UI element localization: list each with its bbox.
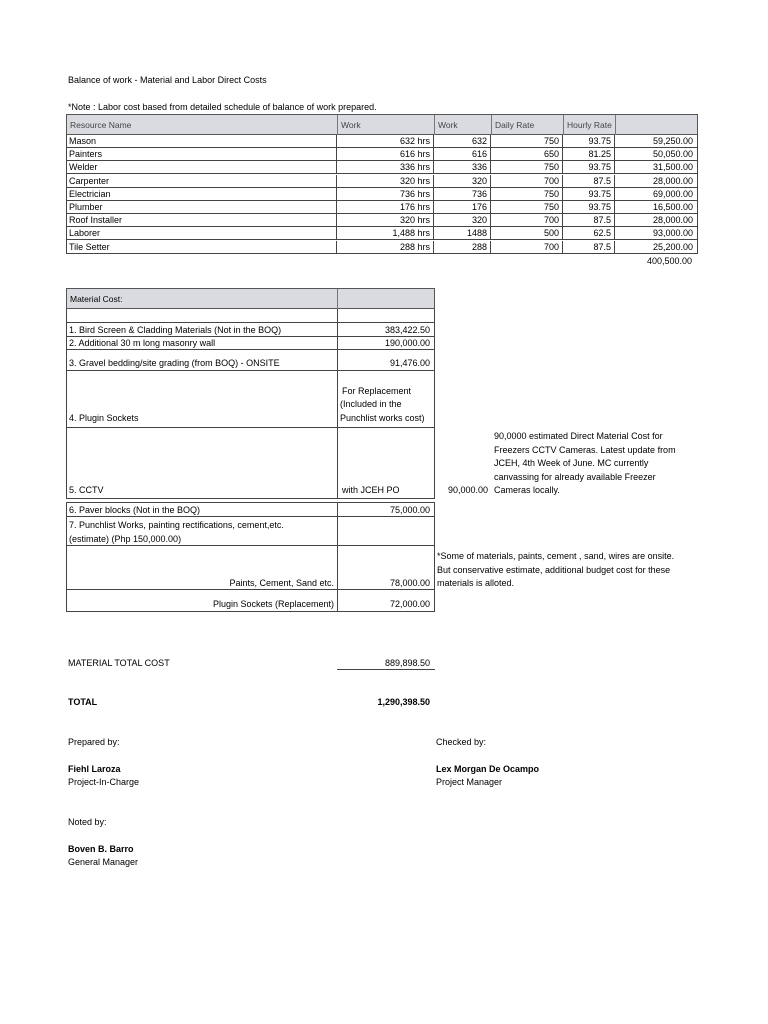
checked-by-name: Lex Morgan De Ocampo — [436, 764, 540, 774]
material-item-4-value-line2: (Included in the — [340, 399, 402, 409]
labor-cell-work-hrs: 1,488 hrs — [337, 227, 434, 239]
grand-total-label: TOTAL — [68, 697, 98, 707]
labor-row — [66, 201, 698, 214]
labor-cell-total: 59,250.00 — [652, 136, 693, 146]
labor-cell-name: Plumber — [66, 201, 337, 213]
header-hourly-rate: Hourly Rate — [564, 115, 616, 135]
cctv-note-line3: JCEH, 4th Week of June. MC currently — [494, 458, 649, 468]
material-item-6-label: 6. Paver blocks (Not in the BOQ) — [69, 505, 201, 515]
material-grid-line — [66, 322, 435, 323]
material-grid-line — [66, 427, 67, 499]
labor-cell-work: 320 — [434, 175, 491, 187]
labor-cell-name: Roof Installer — [66, 214, 337, 226]
material-item-4-value-line3: Punchlist works cost) — [340, 413, 425, 423]
labor-cell-total: 16,500.00 — [652, 202, 693, 212]
labor-row — [66, 161, 698, 174]
material-item-4-value-line1: For Replacement — [342, 386, 412, 396]
labor-cell-hourly: 81.25 — [563, 148, 615, 160]
labor-cell-work: 176 — [434, 201, 491, 213]
labor-cell-daily: 500 — [491, 227, 563, 239]
checked-by-title: Project Manager — [436, 777, 503, 787]
material-grid-line — [434, 354, 435, 428]
labor-cell-hourly: 87.5 — [563, 241, 615, 253]
labor-cell-hourly: 87.5 — [563, 175, 615, 187]
material-item-5-label: 5. CCTV — [69, 485, 104, 495]
material-item-3-label: 3. Gravel bedding/site grading (from BOQ) - ONSITE — [69, 358, 280, 368]
material-grid-line — [66, 354, 67, 428]
labor-cell-work: 736 — [434, 188, 491, 200]
material-item-2-value: 190,000.00 — [384, 338, 430, 348]
labor-cell-hourly: 62.5 — [563, 227, 615, 239]
material-grid-line — [337, 309, 338, 354]
material-grid-line — [66, 309, 67, 354]
material-grid-line — [337, 427, 338, 499]
material-item-7-label-line1: 7. Punchlist Works, painting rectifications, cement,etc. — [69, 520, 284, 530]
material-item-2-label: 2. Additional 30 m long masonry wall — [69, 338, 216, 348]
labor-cell-total: 50,050.00 — [652, 149, 693, 160]
labor-cell-name: Electrician — [66, 188, 337, 200]
material-item-3-value: 91,476.00 — [389, 358, 430, 368]
labor-row — [66, 188, 698, 201]
labor-table-header — [66, 114, 698, 135]
material-grid-line — [434, 427, 435, 499]
labor-cell-hourly: 93.75 — [563, 135, 615, 147]
material-total-label: MATERIAL TOTAL COST — [68, 658, 170, 668]
labor-cell-work-hrs: 632 hrs — [337, 135, 434, 147]
header-work: Work — [435, 115, 492, 135]
material-item-5-amount: 90,000.00 — [447, 485, 488, 495]
labor-cell-total: 69,000.00 — [652, 188, 693, 199]
labor-row — [66, 135, 698, 148]
material-grid-line — [66, 545, 435, 546]
cctv-note-line2: Freezers CCTV Cameras. Latest update from — [494, 445, 676, 455]
labor-cell-work-hrs: 320 hrs — [337, 214, 434, 226]
material-item-5-value: with JCEH PO — [342, 485, 400, 495]
material-total-value: 889,898.50 — [384, 658, 430, 668]
material-grid-line — [66, 516, 435, 517]
material-grid-line — [66, 349, 435, 350]
punchlist-note-line3: materials is alloted. — [437, 578, 515, 588]
material-item-7-label-line2: (estimate) (Php 150,000.00) — [69, 534, 182, 544]
labor-cell-hourly: 93.75 — [563, 188, 615, 200]
labor-cell-work: 616 — [434, 148, 491, 160]
material-sub-1-label: Paints, Cement, Sand etc. — [229, 578, 334, 588]
material-table-header — [66, 288, 435, 309]
noted-by-name: Boven B. Barro — [68, 844, 134, 854]
labor-cell-name: Welder — [66, 161, 337, 173]
material-grid-line — [337, 590, 338, 611]
labor-cell-hourly: 87.5 — [563, 214, 615, 226]
labor-row — [66, 241, 698, 254]
labor-cell-work-hrs: 616 hrs — [337, 148, 434, 160]
labor-cell-name: Carpenter — [66, 175, 337, 187]
noted-by-label: Noted by: — [68, 817, 107, 827]
labor-row — [66, 175, 698, 188]
material-grid-line — [66, 502, 435, 503]
labor-cell-daily: 750 — [491, 161, 563, 173]
noted-by-title: General Manager — [68, 857, 139, 867]
material-total-underline — [337, 669, 435, 670]
labor-cell-work-hrs: 736 hrs — [337, 188, 434, 200]
punchlist-note-line1: *Some of materials, paints, cement , sand, wires are onsite. — [437, 551, 675, 561]
material-grid-line — [337, 354, 338, 428]
labor-cell-hourly: 93.75 — [563, 161, 615, 173]
labor-cell-total: 25,200.00 — [652, 241, 693, 252]
labor-cell-daily: 750 — [491, 135, 563, 147]
material-item-1-value: 383,422.50 — [384, 325, 430, 335]
material-item-6-value: 75,000.00 — [389, 505, 430, 515]
material-sub-1-value: 78,000.00 — [389, 578, 430, 588]
labor-cell-daily: 700 — [491, 241, 563, 253]
labor-cell-total: 93,000.00 — [652, 228, 693, 239]
labor-note: *Note : Labor cost based from detailed schedule of balance of work prepared. — [68, 102, 377, 112]
labor-cell-work: 288 — [434, 241, 491, 253]
labor-row — [66, 214, 698, 227]
material-grid-line — [66, 427, 435, 428]
labor-cell-daily: 700 — [491, 214, 563, 226]
material-grid-line — [66, 370, 435, 371]
prepared-by-title: Project-In-Charge — [68, 777, 140, 787]
labor-cell-name: Painters — [66, 148, 337, 160]
cctv-note-line1: 90,0000 estimated Direct Material Cost for — [494, 431, 663, 441]
labor-cell-work: 632 — [434, 135, 491, 147]
labor-table-left-border — [66, 135, 67, 254]
material-grid-line — [66, 590, 67, 611]
labor-cell-daily: 750 — [491, 201, 563, 213]
labor-total: 400,500.00 — [646, 256, 692, 266]
labor-cell-name: Laborer — [66, 227, 337, 239]
labor-cell-work: 1488 — [434, 227, 491, 239]
material-grid-line — [434, 590, 435, 611]
labor-cell-work-hrs: 320 hrs — [337, 175, 434, 187]
material-grid-line — [434, 309, 435, 354]
document-title: Balance of work - Material and Labor Direct Costs — [68, 75, 267, 85]
labor-cell-work-hrs: 288 hrs — [337, 241, 434, 253]
checked-by-label: Checked by: — [436, 737, 487, 747]
labor-cell-work-hrs: 336 hrs — [337, 161, 434, 173]
labor-row — [66, 148, 698, 161]
header-resource-name: Resource Name — [67, 115, 338, 135]
cctv-note-line4: canvassing for already available Freezer — [494, 472, 656, 482]
material-grid-line — [66, 589, 435, 590]
header-work-hrs: Work — [338, 115, 435, 135]
labor-cell-daily: 700 — [491, 175, 563, 187]
prepared-by-label: Prepared by: — [68, 737, 120, 747]
labor-cell-total: 28,000.00 — [652, 175, 693, 186]
material-sub-2-label: Plugin Sockets (Replacement) — [212, 599, 334, 609]
punchlist-note-line2: But conservative estimate, additional budget cost for these — [437, 565, 671, 575]
labor-cell-daily: 650 — [491, 148, 563, 160]
material-item-4-label: 4. Plugin Sockets — [69, 413, 139, 423]
labor-table-right-border — [697, 135, 698, 254]
labor-row — [66, 227, 698, 240]
labor-cell-name: Mason — [66, 135, 337, 147]
labor-cell-work: 320 — [434, 214, 491, 226]
material-item-1-label: 1. Bird Screen & Cladding Materials (Not in the BOQ) — [69, 325, 282, 335]
labor-cell-name: Tile Setter — [66, 241, 337, 253]
material-grid-line — [66, 498, 435, 499]
grand-total-value: 1,290,398.50 — [377, 697, 430, 707]
labor-cell-work-hrs: 176 hrs — [337, 201, 434, 213]
prepared-by-name: Fiehl Laroza — [68, 764, 121, 774]
material-grid-line — [66, 611, 435, 612]
labor-cell-hourly: 93.75 — [563, 201, 615, 213]
labor-cell-work: 336 — [434, 161, 491, 173]
header-total — [616, 115, 697, 135]
labor-cell-total: 31,500.00 — [652, 162, 693, 173]
labor-cell-total: 28,000.00 — [652, 215, 693, 226]
cctv-note-line5: Cameras locally. — [494, 485, 560, 495]
labor-cell-daily: 750 — [491, 188, 563, 200]
material-header-label: Material Cost: — [67, 289, 338, 309]
header-daily-rate: Daily Rate — [492, 115, 564, 135]
material-sub-2-value: 72,000.00 — [389, 599, 430, 609]
